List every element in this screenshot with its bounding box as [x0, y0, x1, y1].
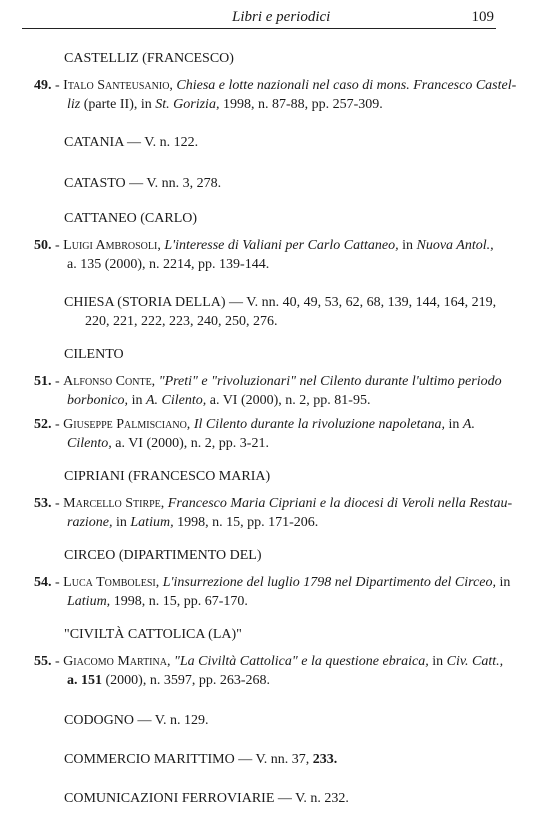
- subject-heading-cattaneo: CATTANEO (CARLO): [64, 211, 198, 226]
- entry-number: 50.: [34, 238, 52, 253]
- entry-details: a. VI (2000), n. 2, pp. 81-95.: [206, 393, 371, 408]
- entry-author: Alfonso Conte,: [63, 374, 156, 389]
- entry-title: Il Cilento durante la rivoluzione napoletana,: [193, 417, 446, 432]
- entry-author: Giuseppe Palmisciano,: [63, 417, 191, 432]
- cross-reference-commercio-marittimo: [64, 750, 504, 769]
- page-header: [22, 6, 496, 29]
- entry-journal: A.: [462, 417, 475, 432]
- subject-heading-civilta-cattolica: "CIVILTÀ CATTOLICA (LA)": [64, 627, 242, 642]
- entry-details: 1998, n. 15, pp. 67-170.: [110, 594, 248, 609]
- entry-separator: -: [51, 238, 64, 253]
- entry-title: Francesco Maria Cipriani e la diocesi di Veroli nella Restau-: [167, 496, 513, 511]
- entry-separator: -: [51, 654, 64, 669]
- entry-author: Marcello Stirpe,: [63, 496, 165, 511]
- entry-author: Luigi Ambrosoli,: [63, 238, 161, 253]
- entry-in: in: [128, 393, 146, 408]
- entry-number: 53.: [34, 496, 52, 511]
- entry-number: 49.: [34, 78, 52, 93]
- entry-author: Giacomo Martina,: [63, 654, 171, 669]
- entry-separator: -: [51, 575, 64, 590]
- bibliography-entry-49: [34, 76, 517, 114]
- entry-in: in: [496, 575, 511, 590]
- cross-reference-chiesa: [64, 293, 504, 331]
- subject-heading-casteliz: CASTELLIZ (FRANCESCO): [64, 51, 234, 66]
- entry-number: 55.: [34, 654, 52, 669]
- entry-title: "La Civiltà Cattolica" e la questione ebraica,: [173, 654, 429, 669]
- entry-separator: -: [51, 374, 64, 389]
- cross-reference-last-number: 233.: [312, 752, 338, 767]
- entry-journal: A. Cilento,: [145, 393, 207, 408]
- entry-title: Chiesa e lotte nazionali nel caso di mons. Francesco Castel-: [176, 78, 517, 93]
- bibliography-entry-54: [34, 573, 511, 611]
- entry-journal: Civ. Catt.,: [446, 654, 504, 669]
- cross-reference-line-2: 220, 221, 222, 223, 240, 250, 276.: [85, 314, 278, 329]
- page-number: 109: [471, 9, 494, 25]
- subject-heading-cilento: CILENTO: [64, 347, 124, 362]
- subject-heading-cipriani: CIPRIANI (FRANCESCO MARIA): [64, 469, 271, 484]
- entry-separator: -: [51, 496, 64, 511]
- cross-reference-text: COMMERCIO MARITTIMO — V. nn. 37,: [64, 752, 313, 767]
- cross-reference-catania: CATANIA — V. n. 122.: [64, 135, 199, 150]
- entry-title-continued: razione,: [67, 515, 113, 530]
- entry-journal: Latium,: [130, 515, 174, 530]
- entry-number: 51.: [34, 374, 52, 389]
- cross-reference-codogno: CODOGNO — V. n. 129.: [64, 713, 209, 728]
- entry-journal-continued: Cilento,: [67, 436, 112, 451]
- entry-volume: a. 151: [67, 673, 102, 688]
- entry-title: "Preti" e "rivoluzionari" nel Cilento durante l'ultimo periodo: [158, 374, 502, 389]
- entry-title-continued: borbonico,: [67, 393, 129, 408]
- entry-author: Italo Santeusanio,: [63, 78, 173, 93]
- entry-journal: Latium,: [67, 594, 111, 609]
- entry-details: a. 135 (2000), n. 2214, pp. 139-144.: [67, 257, 270, 272]
- entry-title-continued: liz: [67, 97, 81, 112]
- cross-reference-comunicazioni-ferroviarie: COMUNICAZIONI FERROVIARIE — V. n. 232.: [64, 791, 349, 806]
- running-title: Libri e periodici: [232, 9, 331, 25]
- bibliography-entry-51: [34, 372, 502, 410]
- entry-journal: Nuova Antol.,: [416, 238, 494, 253]
- bibliography-entry-52: [34, 415, 498, 453]
- entry-number: 54.: [34, 575, 52, 590]
- bibliography-entry-50: [34, 236, 498, 274]
- cross-reference-line-1: CHIESA (STORIA DELLA) — V. nn. 40, 49, 53, 62, 68, 139, 144, 164, 219,: [64, 295, 497, 310]
- entry-title: L'insurrezione del luglio 1798 nel Dipartimento del Circeo,: [162, 575, 497, 590]
- cross-reference-catasto: CATASTO — V. nn. 3, 278.: [64, 176, 222, 191]
- entry-in: in: [428, 654, 447, 669]
- bibliography-entry-53: [34, 494, 513, 532]
- subject-heading-circeo: CIRCEO (DIPARTIMENTO DEL): [64, 548, 262, 563]
- entry-details: a. VI (2000), n. 2, pp. 3-21.: [111, 436, 269, 451]
- entry-details: (2000), n. 3597, pp. 263-268.: [102, 673, 270, 688]
- entry-details: 1998, n. 87-88, pp. 257-309.: [219, 97, 383, 112]
- entry-number: 52.: [34, 417, 52, 432]
- entry-details: 1998, n. 15, pp. 171-206.: [173, 515, 319, 530]
- entry-journal: St. Gorizia,: [155, 97, 220, 112]
- entry-in: in: [445, 417, 463, 432]
- entry-title: L'interesse di Valiani per Carlo Cattaneo,: [164, 238, 399, 253]
- entry-author: Luca Tombolesi,: [63, 575, 160, 590]
- entry-separator: -: [51, 78, 64, 93]
- entry-separator: -: [51, 417, 64, 432]
- entry-part: (parte II), in: [80, 97, 156, 112]
- entry-in: in: [398, 238, 417, 253]
- bibliography-entry-55: [34, 652, 504, 690]
- entry-in: in: [112, 515, 131, 530]
